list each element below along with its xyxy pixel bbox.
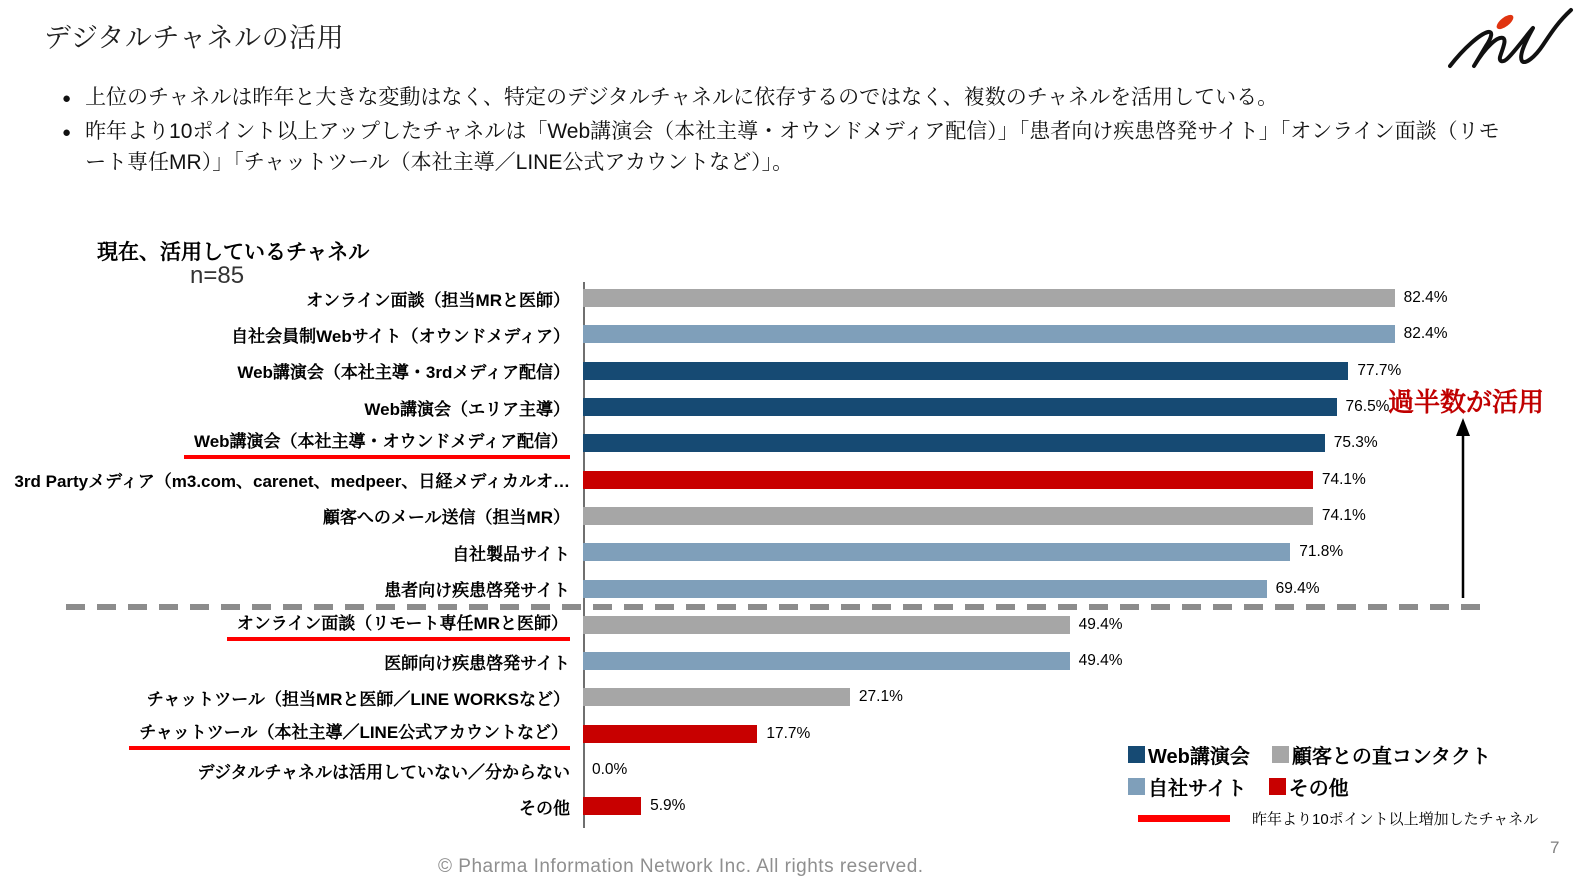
legend-swatch-icon <box>1272 746 1289 763</box>
legend-swatch-icon <box>1128 778 1145 795</box>
bar-webinar <box>583 362 1348 380</box>
bar-track <box>583 425 1568 461</box>
value-label: 82.4% <box>1403 325 1448 343</box>
category-label <box>0 576 583 601</box>
legend-label: その他 <box>1288 778 1349 800</box>
bar-track <box>583 280 1568 316</box>
bar-track <box>583 679 1568 715</box>
chart-row <box>0 425 1594 461</box>
legend-swatch-icon <box>1269 778 1286 795</box>
category-label-text: オンライン面談（担当MRと医師） <box>306 290 570 310</box>
category-label <box>0 427 583 459</box>
up-arrow-icon <box>1452 418 1474 600</box>
bar-track <box>583 570 1568 606</box>
category-label <box>0 467 583 492</box>
category-label-text: 患者向け疾患啓発サイト <box>384 581 570 601</box>
bar-track <box>583 607 1568 643</box>
sample-size-label: n=85 <box>190 262 245 289</box>
category-label <box>0 758 583 783</box>
bar-track <box>583 643 1568 679</box>
legend-item-webinar <box>1128 740 1250 769</box>
legend-row <box>1128 740 1492 769</box>
chart-row <box>0 316 1594 352</box>
legend-label: Web講演会 <box>1148 746 1250 768</box>
value-label: 82.4% <box>1403 289 1448 307</box>
category-label-text: チャットツール（担当MRと医師／LINE WORKSなど） <box>146 689 570 709</box>
bar-own_site <box>583 543 1290 561</box>
category-label-text: デジタルチャネルは活用していない／分からない <box>197 762 570 782</box>
category-label <box>0 685 583 710</box>
legend-item-other <box>1269 772 1349 801</box>
chart-row <box>0 570 1594 606</box>
bar-own_site <box>583 580 1267 598</box>
bar-own_site <box>583 325 1395 343</box>
category-label-text-underlined: オンライン面談（リモート専任MRと医師） <box>227 609 570 641</box>
bar-direct <box>583 289 1395 307</box>
majority-threshold-dashed-line <box>66 604 1490 610</box>
category-label <box>0 322 583 347</box>
bullet-text: 上位のチャネルは昨年と大きな変動はなく、特定のデジタルチャネルに依存するのではなく、複数のチャネルを活用している。 <box>85 86 1279 109</box>
category-label <box>0 358 583 383</box>
red-line-swatch <box>1138 815 1230 822</box>
value-label: 71.8% <box>1299 543 1344 561</box>
bullet-item <box>62 116 1512 179</box>
value-label: 74.1% <box>1321 506 1366 524</box>
bar-other <box>583 725 757 743</box>
legend-item-own_site <box>1128 772 1247 801</box>
category-label-text: その他 <box>519 798 570 818</box>
category-label-text: Web講演会（エリア主導） <box>364 399 570 419</box>
value-label: 0.0% <box>592 761 628 778</box>
chart-row <box>0 534 1594 570</box>
category-label <box>0 395 583 420</box>
value-label: 49.4% <box>1078 615 1123 633</box>
value-label: 75.3% <box>1333 434 1378 452</box>
majority-annotation: 過半数が活用 <box>1388 387 1545 417</box>
category-label-text: 顧客へのメール送信（担当MR） <box>322 508 570 528</box>
highlight-note: 昨年より10ポイント以上増加したチャネル <box>1252 811 1539 828</box>
legend-row <box>1128 772 1488 801</box>
logo-red-dot <box>1494 12 1515 31</box>
bar-track <box>583 316 1568 352</box>
copyright-footer: © Pharma Information Network Inc. All rights reserved. <box>438 856 924 877</box>
value-label: 5.9% <box>650 797 686 815</box>
bar-webinar <box>583 398 1337 416</box>
category-label <box>0 609 583 641</box>
bullet-text: 昨年より10ポイント以上アップしたチャネルは「Web講演会（本社主導・オウンドメディア配信）」「患者向け疾患啓発サイト」「オンライン面談（リモート専任MR）」「チャットツール（本社主導／LINE公式アカウントなど）」。 <box>85 119 1500 174</box>
bullet-item <box>62 82 1512 114</box>
value-label: 69.4% <box>1275 579 1320 597</box>
bar-other <box>583 471 1313 489</box>
bar-direct <box>583 688 850 706</box>
category-label-text: 自社会員制Webサイト（オウンドメディア） <box>231 326 570 346</box>
chart-legend <box>1128 740 1492 804</box>
category-label-text-underlined: Web講演会（本社主導・オウンドメディア配信） <box>184 427 570 459</box>
legend-item-direct <box>1272 740 1491 769</box>
category-label <box>0 286 583 311</box>
chart-row <box>0 389 1594 425</box>
bar-webinar <box>583 434 1325 452</box>
legend-swatch-icon <box>1128 746 1145 763</box>
bar-track <box>583 498 1568 534</box>
highlight-legend <box>1138 808 1538 829</box>
bullet-list <box>62 82 1512 181</box>
chart-row <box>0 498 1594 534</box>
slide-title: デジタルチャネルの活用 <box>44 23 345 53</box>
category-label-text: Web講演会（本社主導・3rdメディア配信） <box>237 363 570 383</box>
value-label: 49.4% <box>1078 652 1123 670</box>
value-label: 76.5% <box>1345 398 1390 416</box>
page-number: 7 <box>1550 838 1560 857</box>
category-label <box>0 718 583 750</box>
category-label-text: 3rd Partyメディア（m3.com、carenet、medpeer、日経メディカルオ… <box>14 472 570 492</box>
chart-row <box>0 280 1594 316</box>
bar-own_site <box>583 652 1070 670</box>
category-label <box>0 540 583 565</box>
bullet-marker-icon: ● <box>62 123 72 141</box>
category-label-text: 自社製品サイト <box>452 544 570 564</box>
category-label-text: 医師向け疾患啓発サイト <box>384 653 570 673</box>
category-label <box>0 794 583 819</box>
bar-direct <box>583 616 1070 634</box>
category-label <box>0 503 583 528</box>
bar-track <box>583 534 1568 570</box>
chart-heading: 現在、活用しているチャネル <box>97 241 370 264</box>
bar-direct <box>583 507 1313 525</box>
chart-row <box>0 353 1594 389</box>
value-label: 17.7% <box>766 724 811 742</box>
category-label-text-underlined: チャットツール（本社主導／LINE公式アカウントなど） <box>129 718 570 750</box>
value-label: 77.7% <box>1357 361 1402 379</box>
chart-row <box>0 679 1594 715</box>
legend-label: 自社サイト <box>1148 778 1247 800</box>
bar-other <box>583 797 641 815</box>
company-logo <box>1448 4 1580 86</box>
value-label: 27.1% <box>858 688 903 706</box>
bullet-marker-icon: ● <box>62 90 72 107</box>
chart-row <box>0 607 1594 643</box>
legend-label: 顧客との直コンタクト <box>1291 746 1492 768</box>
chart-row <box>0 461 1594 497</box>
value-label: 74.1% <box>1321 470 1366 488</box>
category-label <box>0 649 583 674</box>
bar-track <box>583 461 1568 497</box>
chart-row <box>0 643 1594 679</box>
